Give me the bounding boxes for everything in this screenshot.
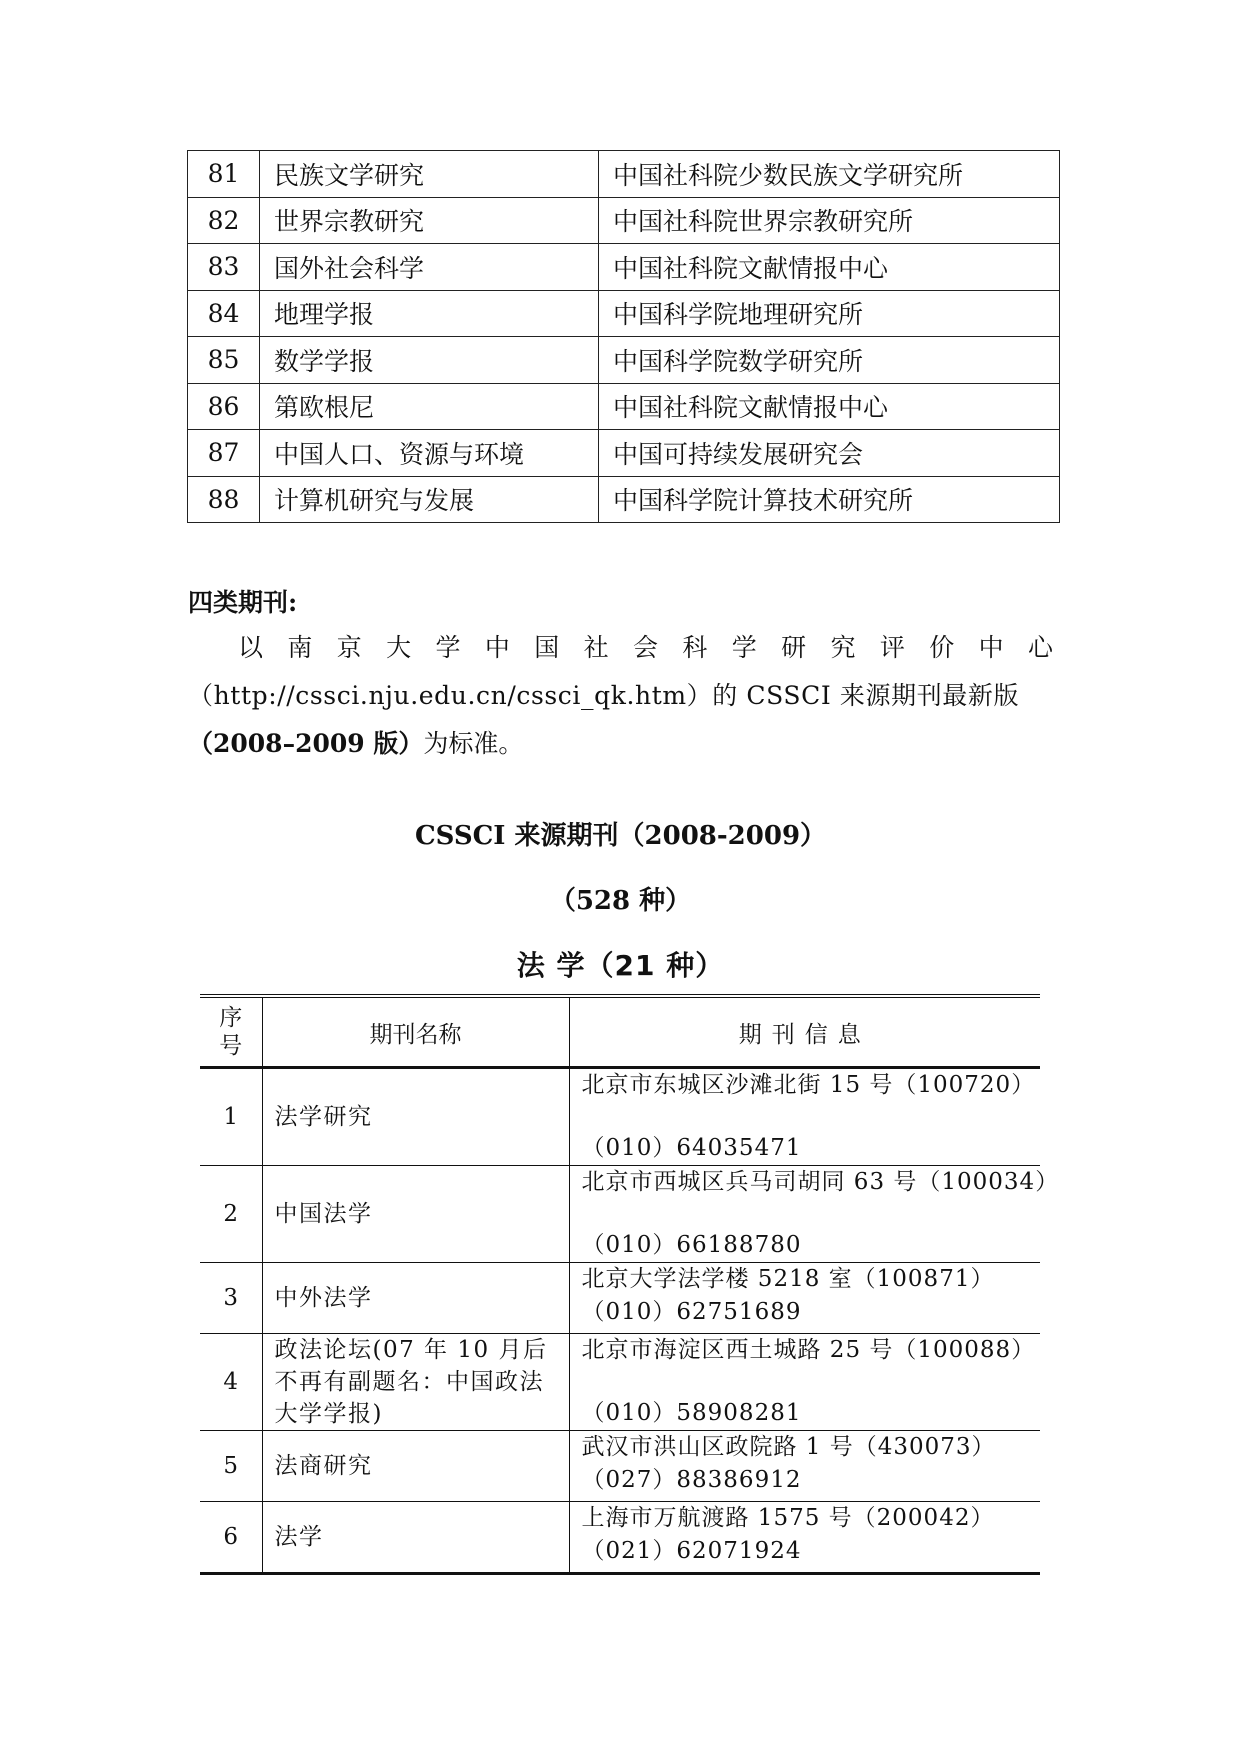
row-number: 4 xyxy=(200,1334,262,1431)
journal-name: 数学学报 xyxy=(260,337,599,384)
journal-name: 民族文学研究 xyxy=(260,151,599,198)
journal-name: 政法论坛(07 年 10 月后不再有副题名：中国政法大学学报) xyxy=(262,1334,569,1431)
section-heading: 四类期刊: xyxy=(188,588,298,617)
journal-name: 中外法学 xyxy=(262,1263,569,1334)
journal-name: 地理学报 xyxy=(260,290,599,337)
table-header-row xyxy=(200,998,1040,1068)
journal-phone: （010）58908281 xyxy=(581,1400,802,1426)
table-row xyxy=(200,1502,1040,1574)
table-row xyxy=(200,1431,1040,1502)
table-row xyxy=(188,290,1060,337)
table-row xyxy=(200,1068,1040,1166)
row-number: 88 xyxy=(188,476,260,523)
row-number: 84 xyxy=(188,290,260,337)
paragraph-line: （http://cssci.nju.edu.cn/cssci_qk.htm）的 CSSCI 来源期刊最新版 xyxy=(188,681,1020,710)
header-seq-text: 序号 xyxy=(219,1005,243,1059)
journal-address: 北京市西城区兵马司胡同 63 号（100034） xyxy=(581,1169,1060,1195)
journal-address: 上海市万航渡路 1575 号（200042） xyxy=(581,1505,995,1531)
section-paragraph xyxy=(188,624,1053,768)
table-row xyxy=(188,476,1060,523)
journal-phone: （021）62071924 xyxy=(581,1538,802,1564)
journal-name: 中国法学 xyxy=(262,1166,569,1263)
journal-info xyxy=(569,1263,1040,1334)
row-number: 5 xyxy=(200,1431,262,1502)
header-name: 期刊名称 xyxy=(262,998,569,1068)
row-number: 87 xyxy=(188,430,260,477)
journal-info xyxy=(569,1334,1040,1431)
row-number: 85 xyxy=(188,337,260,384)
journal-name: 中国人口、资源与环境 xyxy=(260,430,599,477)
list-title: CSSCI 来源期刊（2008-2009） xyxy=(414,821,827,851)
journal-info xyxy=(569,1431,1040,1502)
journal-info xyxy=(569,1166,1060,1263)
journal-organizer: 中国科学院数学研究所 xyxy=(599,337,1060,384)
journal-address: 北京市东城区沙滩北街 15 号（100720） xyxy=(581,1072,1036,1098)
table-top-rule xyxy=(200,994,1040,995)
journal-phone: （010）62751689 xyxy=(581,1299,802,1325)
list-count: （528 种） xyxy=(549,886,692,916)
table-row xyxy=(188,430,1060,477)
table-row xyxy=(200,1334,1040,1431)
paragraph-line-rest: 为标准。 xyxy=(423,729,524,758)
row-number: 81 xyxy=(188,151,260,198)
journal-address: 北京大学法学楼 5218 室（100871） xyxy=(581,1266,995,1292)
table-row xyxy=(200,1263,1040,1334)
row-number: 2 xyxy=(200,1166,262,1263)
header-info: 期刊信息 xyxy=(569,998,1040,1068)
journal-address: 北京市海淀区西土城路 25 号（100088） xyxy=(581,1337,1036,1363)
law-journals-table xyxy=(200,997,1060,1575)
table-row xyxy=(200,1166,1040,1263)
journal-organizer: 中国社科院少数民族文学研究所 xyxy=(599,151,1060,198)
journal-organizer: 中国科学院计算技术研究所 xyxy=(599,476,1060,523)
row-number: 1 xyxy=(200,1068,262,1166)
journal-organizer: 中国社科院文献情报中心 xyxy=(599,244,1060,291)
journal-name: 国外社会科学 xyxy=(260,244,599,291)
journal-list-table xyxy=(187,150,1060,523)
journal-name: 第欧根尼 xyxy=(260,383,599,430)
table-row xyxy=(188,337,1060,384)
journal-info xyxy=(569,1502,1040,1574)
category-title: 法 学（21 种） xyxy=(516,949,725,982)
header-seq xyxy=(200,998,262,1068)
row-number: 3 xyxy=(200,1263,262,1334)
journal-name: 计算机研究与发展 xyxy=(260,476,599,523)
row-number: 86 xyxy=(188,383,260,430)
journal-address: 武汉市洪山区政院路 1 号（430073） xyxy=(581,1434,996,1460)
table-row xyxy=(188,244,1060,291)
journal-phone: （010）64035471 xyxy=(581,1135,802,1161)
journal-name: 法学研究 xyxy=(262,1068,569,1166)
journal-organizer: 中国社科院世界宗教研究所 xyxy=(599,197,1060,244)
paragraph-line xyxy=(188,720,1053,768)
paragraph-line: 以南京大学中国社会科学研究评价中心 xyxy=(238,633,1053,662)
journal-name: 法学 xyxy=(262,1502,569,1574)
journal-organizer: 中国科学院地理研究所 xyxy=(599,290,1060,337)
journal-phone: （010）66188780 xyxy=(581,1232,802,1258)
journal-info xyxy=(569,1068,1040,1166)
journal-phone: （027）88386912 xyxy=(581,1467,802,1493)
row-number: 83 xyxy=(188,244,260,291)
row-number: 6 xyxy=(200,1502,262,1574)
table-row xyxy=(188,197,1060,244)
journal-name: 世界宗教研究 xyxy=(260,197,599,244)
law-journals-table-wrap xyxy=(200,994,1060,1575)
edition-label: （2008–2009 版） xyxy=(188,729,424,758)
row-number: 82 xyxy=(188,197,260,244)
journal-organizer: 中国社科院文献情报中心 xyxy=(599,383,1060,430)
journal-name: 法商研究 xyxy=(262,1431,569,1502)
journal-organizer: 中国可持续发展研究会 xyxy=(599,430,1060,477)
table-row xyxy=(188,151,1060,198)
table-row xyxy=(188,383,1060,430)
